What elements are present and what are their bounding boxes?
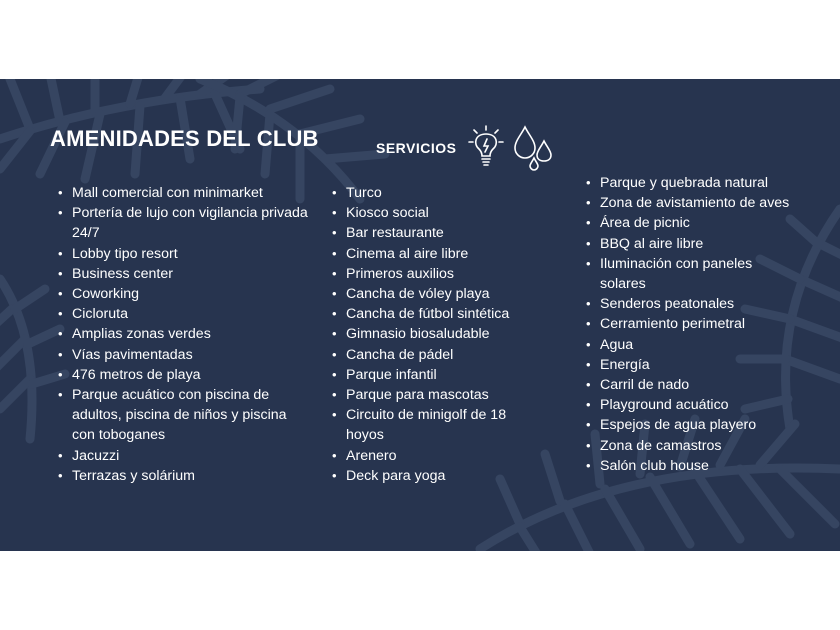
list-item: • Zona de camastros [590,436,790,456]
amenities-column-1 [62,183,312,486]
list-item: • Carril de nado [590,375,790,395]
list-item: • Senderos peatonales [590,294,790,314]
list-item: • Cancha de vóley playa [336,284,536,304]
list-item: • Business center [62,264,312,284]
list-item: • Parque y quebrada natural [590,173,790,193]
list-item: • Vías pavimentadas [62,345,312,365]
list-item: • Turco [336,183,536,203]
list-item: • Cerramiento perimetral [590,314,790,334]
list-item: • Terrazas y solárium [62,466,312,486]
amenities-column-2 [336,183,536,486]
list-item: • Portería de lujo con vigilancia privada 24/7 [62,203,312,243]
list-item: • Primeros auxilios [336,264,536,284]
list-item: • Jacuzzi [62,446,312,466]
list-item: • Amplias zonas verdes [62,324,312,344]
list-item: • Cancha de pádel [336,345,536,365]
list-item: • Cicloruta [62,304,312,324]
list-item: • 476 metros de playa [62,365,312,385]
list-item: • Parque para mascotas [336,385,536,405]
list-item: • Playground acuático [590,395,790,415]
list-item: • Arenero [336,446,536,466]
servicios-label: SERVICIOS [376,140,457,156]
amenities-slide [0,79,840,551]
list-item: • Bar restaurante [336,223,536,243]
list-item: • Espejos de agua playero [590,415,790,435]
list-item: • Cancha de fútbol sintética [336,304,536,324]
list-item: • Zona de avistamiento de aves [590,193,790,213]
list-item: • Área de picnic [590,213,790,233]
list-item: • Iluminación con paneles solares [590,254,790,294]
list-item: • Parque infantil [336,365,536,385]
list-item: • Salón club house [590,456,790,476]
list-item: • Agua [590,335,790,355]
list-item: • Mall comercial con minimarket [62,183,312,203]
list-item: • BBQ al aire libre [590,234,790,254]
list-item: • Kiosco social [336,203,536,223]
list-item: • Deck para yoga [336,466,536,486]
water-drops-icon [512,125,556,171]
list-item: • Circuito de minigolf de 18 hoyos [336,405,536,445]
list-item: • Energía [590,355,790,375]
amenities-column-3 [590,173,790,476]
lightbulb-icon [468,125,504,171]
list-item: • Gimnasio biosaludable [336,324,536,344]
list-item: • Parque acuático con piscina de adultos, piscina de niños y piscina con toboganes [62,385,312,446]
list-item: • Lobby tipo resort [62,244,312,264]
list-item: • Coworking [62,284,312,304]
slide-title: AMENIDADES DEL CLUB [50,126,319,151]
list-item: • Cinema al aire libre [336,244,536,264]
